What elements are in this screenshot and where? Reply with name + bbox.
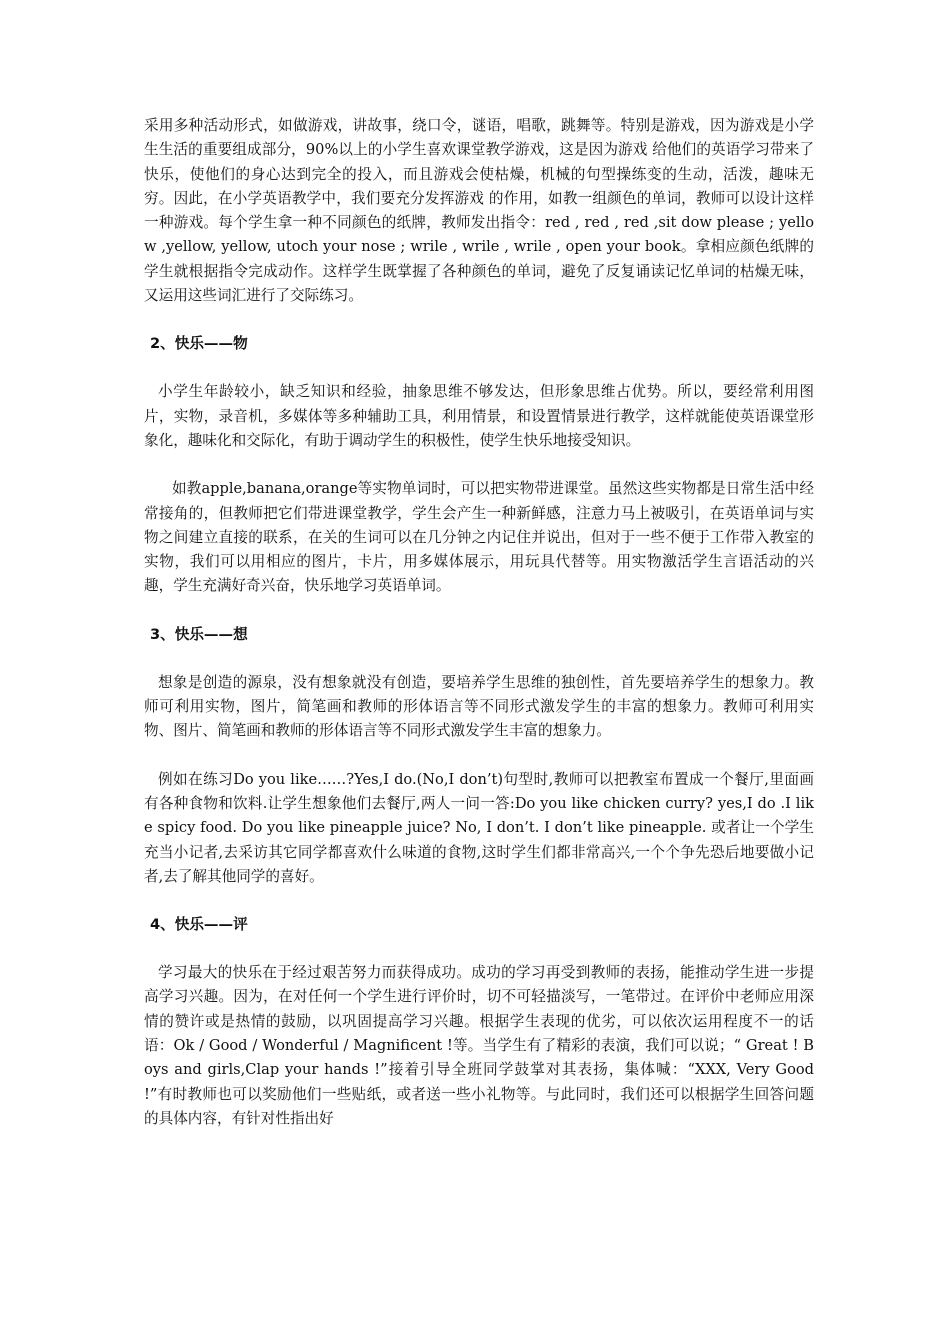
section-heading-objects: 2、快乐——物 [150,335,248,353]
paragraph-imagination: 想象是创造的源泉，没有想象就没有创造，要培养学生思维的独创性，首先要培养学生的想象力。教师可利用实物，图片，简笔画和教师的形体语言等不同形式激发学生的丰富的想象力。教师可利用实物、图片、简笔画和教师的形体语言等不同形式激发学生丰富的想象力。 [144,673,814,740]
paragraph-restaurant-example: 例如在练习Do you like……?Yes,I do.(No,I don’t)句型时,教师可以把教室布置成一个餐厅,里面画有各种食物和饮料.让学生想象他们去餐厅,两人一问一答:Do you like chicken curry? yes,I do .I like spicy food. Do you like pineapple juice? No, I don’t. I don’t like pineapple. 或者让一个学生充当小记者,去采访其它同学都喜欢什么味道的食物,这时学生们都非常高兴,一个个争先恐后地要做小记者,去了解其他同学的喜好。 [144,770,814,885]
paragraph-visual-aids: 小学生年龄较小，缺乏知识和经验，抽象思维不够发达，但形象思维占优势。所以，要经常利用图片，实物，录音机，多媒体等多种辅助工具，利用情景，和设置情景进行教学，这样就能使英语课堂形象化，趣味化和交际化，有助于调动学生的积极性，使学生快乐地接受知识。 [144,383,814,449]
section-heading-imagination: 3、快乐——想 [150,625,248,643]
paragraph-real-objects: 如教apple,banana,orange等实物单词时，可以把实物带进课堂。虽然这些实物都是日常生活中经常接角的，但教师把它们带进课堂教学，学生会产生一种新鲜感，注意力马上被吸引，在英语单词与实物之间建立直接的联系，在关的生词可以在几分钟之内记住并说出，但对于一些不便于工作带入教室的实物，我们可以用相应的图片，卡片，用多媒体展示，用玩具代替等。用实物激活学生言语活动的兴趣，学生充满好奇兴奋，快乐地学习英语单词。 [144,480,814,595]
document-body [144,114,814,1131]
section-heading-evaluation: 4、快乐——评 [150,916,248,934]
paragraph-games: 采用多种活动形式，如做游戏，讲故事，绕口令，谜语，唱歌，跳舞等。特别是游戏，因为游戏是小学生生活的重要组成部分，90%以上的小学生喜欢课堂教学游戏，这是因为游戏 给他们的英语学习带来了快乐，使他们的身心达到完全的投入，而且游戏会使枯燥，机械的句型操练变的生动，活泼，趣味无穷。因此，在小学英语教学中，我们要充分发挥游戏 的作用，如教一组颜色的单词，教师可以设计这样一种游戏。每个学生拿一种不同颜色的纸牌，教师发出指令：red , red , red ,sit dow please ; yellow ,yellow, yellow, utoch your nose ; wrile , wrile , wrile , open your book。拿相应颜色纸牌的学生就根据指令完成动作。这样学生既掌握了各种颜色的单词，避免了反复诵读记忆单词的枯燥无味，又运用这些词汇进行了交际练习。 [144,117,814,305]
paragraph-evaluation: 学习最大的快乐在于经过艰苦努力而获得成功。成功的学习再受到教师的表扬，能推动学生进一步提高学习兴趣。因为，在对任何一个学生进行评价时，切不可轻描淡写，一笔带过。在评价中老师应用深情的赞许或是热情的鼓励，以巩固提高学习兴趣。根据学生表现的优劣，可以依次运用程度不一的话语：Ok / Good / Wonderful / Magnificent !等。当学生有了精彩的表演，我们可以说；“ Great ! Boys and girls,Clap your hands !”接着引导全班同学鼓掌对其表扬，集体喊：“XXX, Very Good !”有时教师也可以奖励他们一些贴纸，或者送一些小礼物等。与此同时，我们还可以根据学生回答问题的具体内容，有针对性指出好 [144,964,814,1127]
